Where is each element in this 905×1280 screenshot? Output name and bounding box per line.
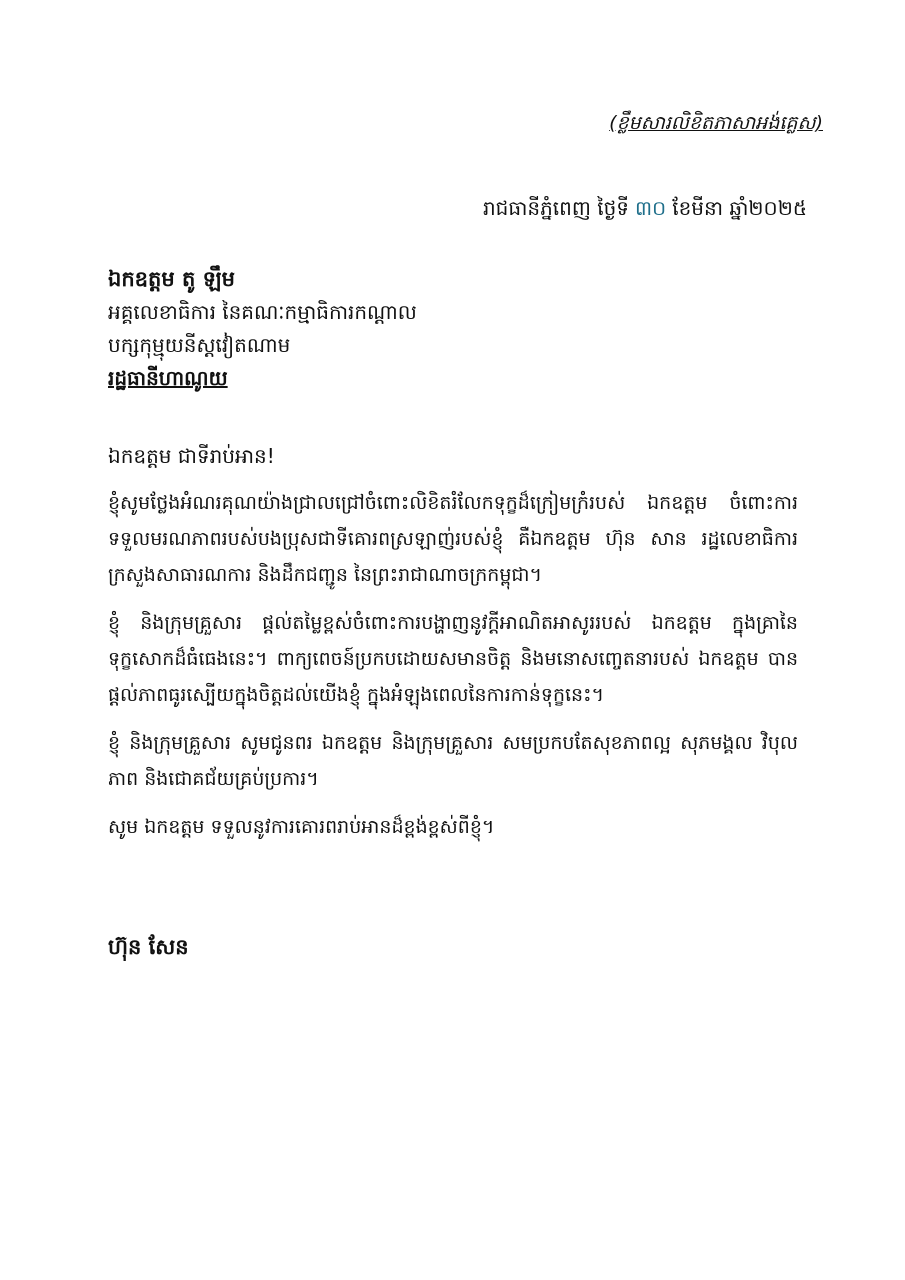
recipient-city: រដ្ឋធានីហាណូយ: [108, 366, 228, 390]
letter-body: [108, 485, 798, 857]
paragraph-thanks: ខ្ញុំសូមថ្លែងអំណរគុណយ៉ាងជ្រាលជ្រៅចំពោះលិខិតរំលែកទុក្ខដ៏ក្រៀមក្រំរបស់ ឯកឧត្តម ចំពោះការទទួលមរណភាពរបស់បងប្រុសជាទីគោរពស្រឡាញ់របស់ខ្ញុំ គឺឯកឧត្តម ហ៊ុន សាន រដ្ឋលេខាធិការក្រសួងសាធារណការ និងដឹកជញ្ជូន នៃព្រះរាជាណាចក្រកម្ពុជា។: [108, 492, 798, 586]
recipient-title: អគ្គលេខាធិការ នៃគណៈកម្មាធិការកណ្តាល: [108, 300, 417, 324]
paragraph-closing: សូម ឯកឧត្តម ទទួលនូវការគោរពរាប់អានដ៏ខ្ពង់ខ្ពស់ពីខ្ញុំ។: [108, 816, 495, 838]
date-line: [483, 192, 807, 224]
date-day: ៣០: [634, 196, 667, 220]
recipient-organization: បក្សកុម្មុយនីស្តវៀតណាម: [108, 333, 291, 357]
translation-note-text: (ខ្លឹមសារលិខិតភាសាអង់គ្លេស): [609, 112, 823, 134]
signature: ហ៊ុន សែន: [108, 935, 189, 959]
paragraph-appreciation: ខ្ញុំ និងក្រុមគ្រួសារ ផ្តល់តម្លៃខ្ពស់ចំពោះការបង្ហាញនូវក្តីអាណិតអាសូររបស់ ឯកឧត្តម ក្នុងគ្រានៃទុក្ខសោកដ៏ធំធេងនេះ។ ពាក្យពេចន៍ប្រកបដោយសមានចិត្ត និងមនោសញ្ចេតនារបស់ ឯកឧត្តម បានផ្តល់ភាពធូរស្បើយក្នុងចិត្តដល់យើងខ្ញុំ ក្នុងអំឡុងពេលនៃការកាន់ទុក្ខនេះ។: [108, 612, 798, 706]
date-suffix: ខែមីនា ឆ្នាំ២០២៥: [672, 196, 807, 220]
paragraph-wishes: ខ្ញុំ និងក្រុមគ្រួសារ សូមជូនពរ ឯកឧត្តម និងក្រុមគ្រួសារ សមប្រកបតែសុខភាពល្អ សុភមង្គល វិបុលភាព និងជោគជ័យគ្រប់ប្រការ។: [108, 732, 798, 790]
date-prefix: រាជធានីភ្នំពេញ ថ្ងៃទី: [482, 196, 629, 220]
recipient-block: [108, 262, 808, 395]
recipient-name: ឯកឧត្តម តូ ឡឹម: [108, 267, 235, 291]
salutation: ឯកឧត្តម ជាទីរាប់អាន!: [108, 444, 275, 468]
translation-note: [609, 108, 823, 138]
